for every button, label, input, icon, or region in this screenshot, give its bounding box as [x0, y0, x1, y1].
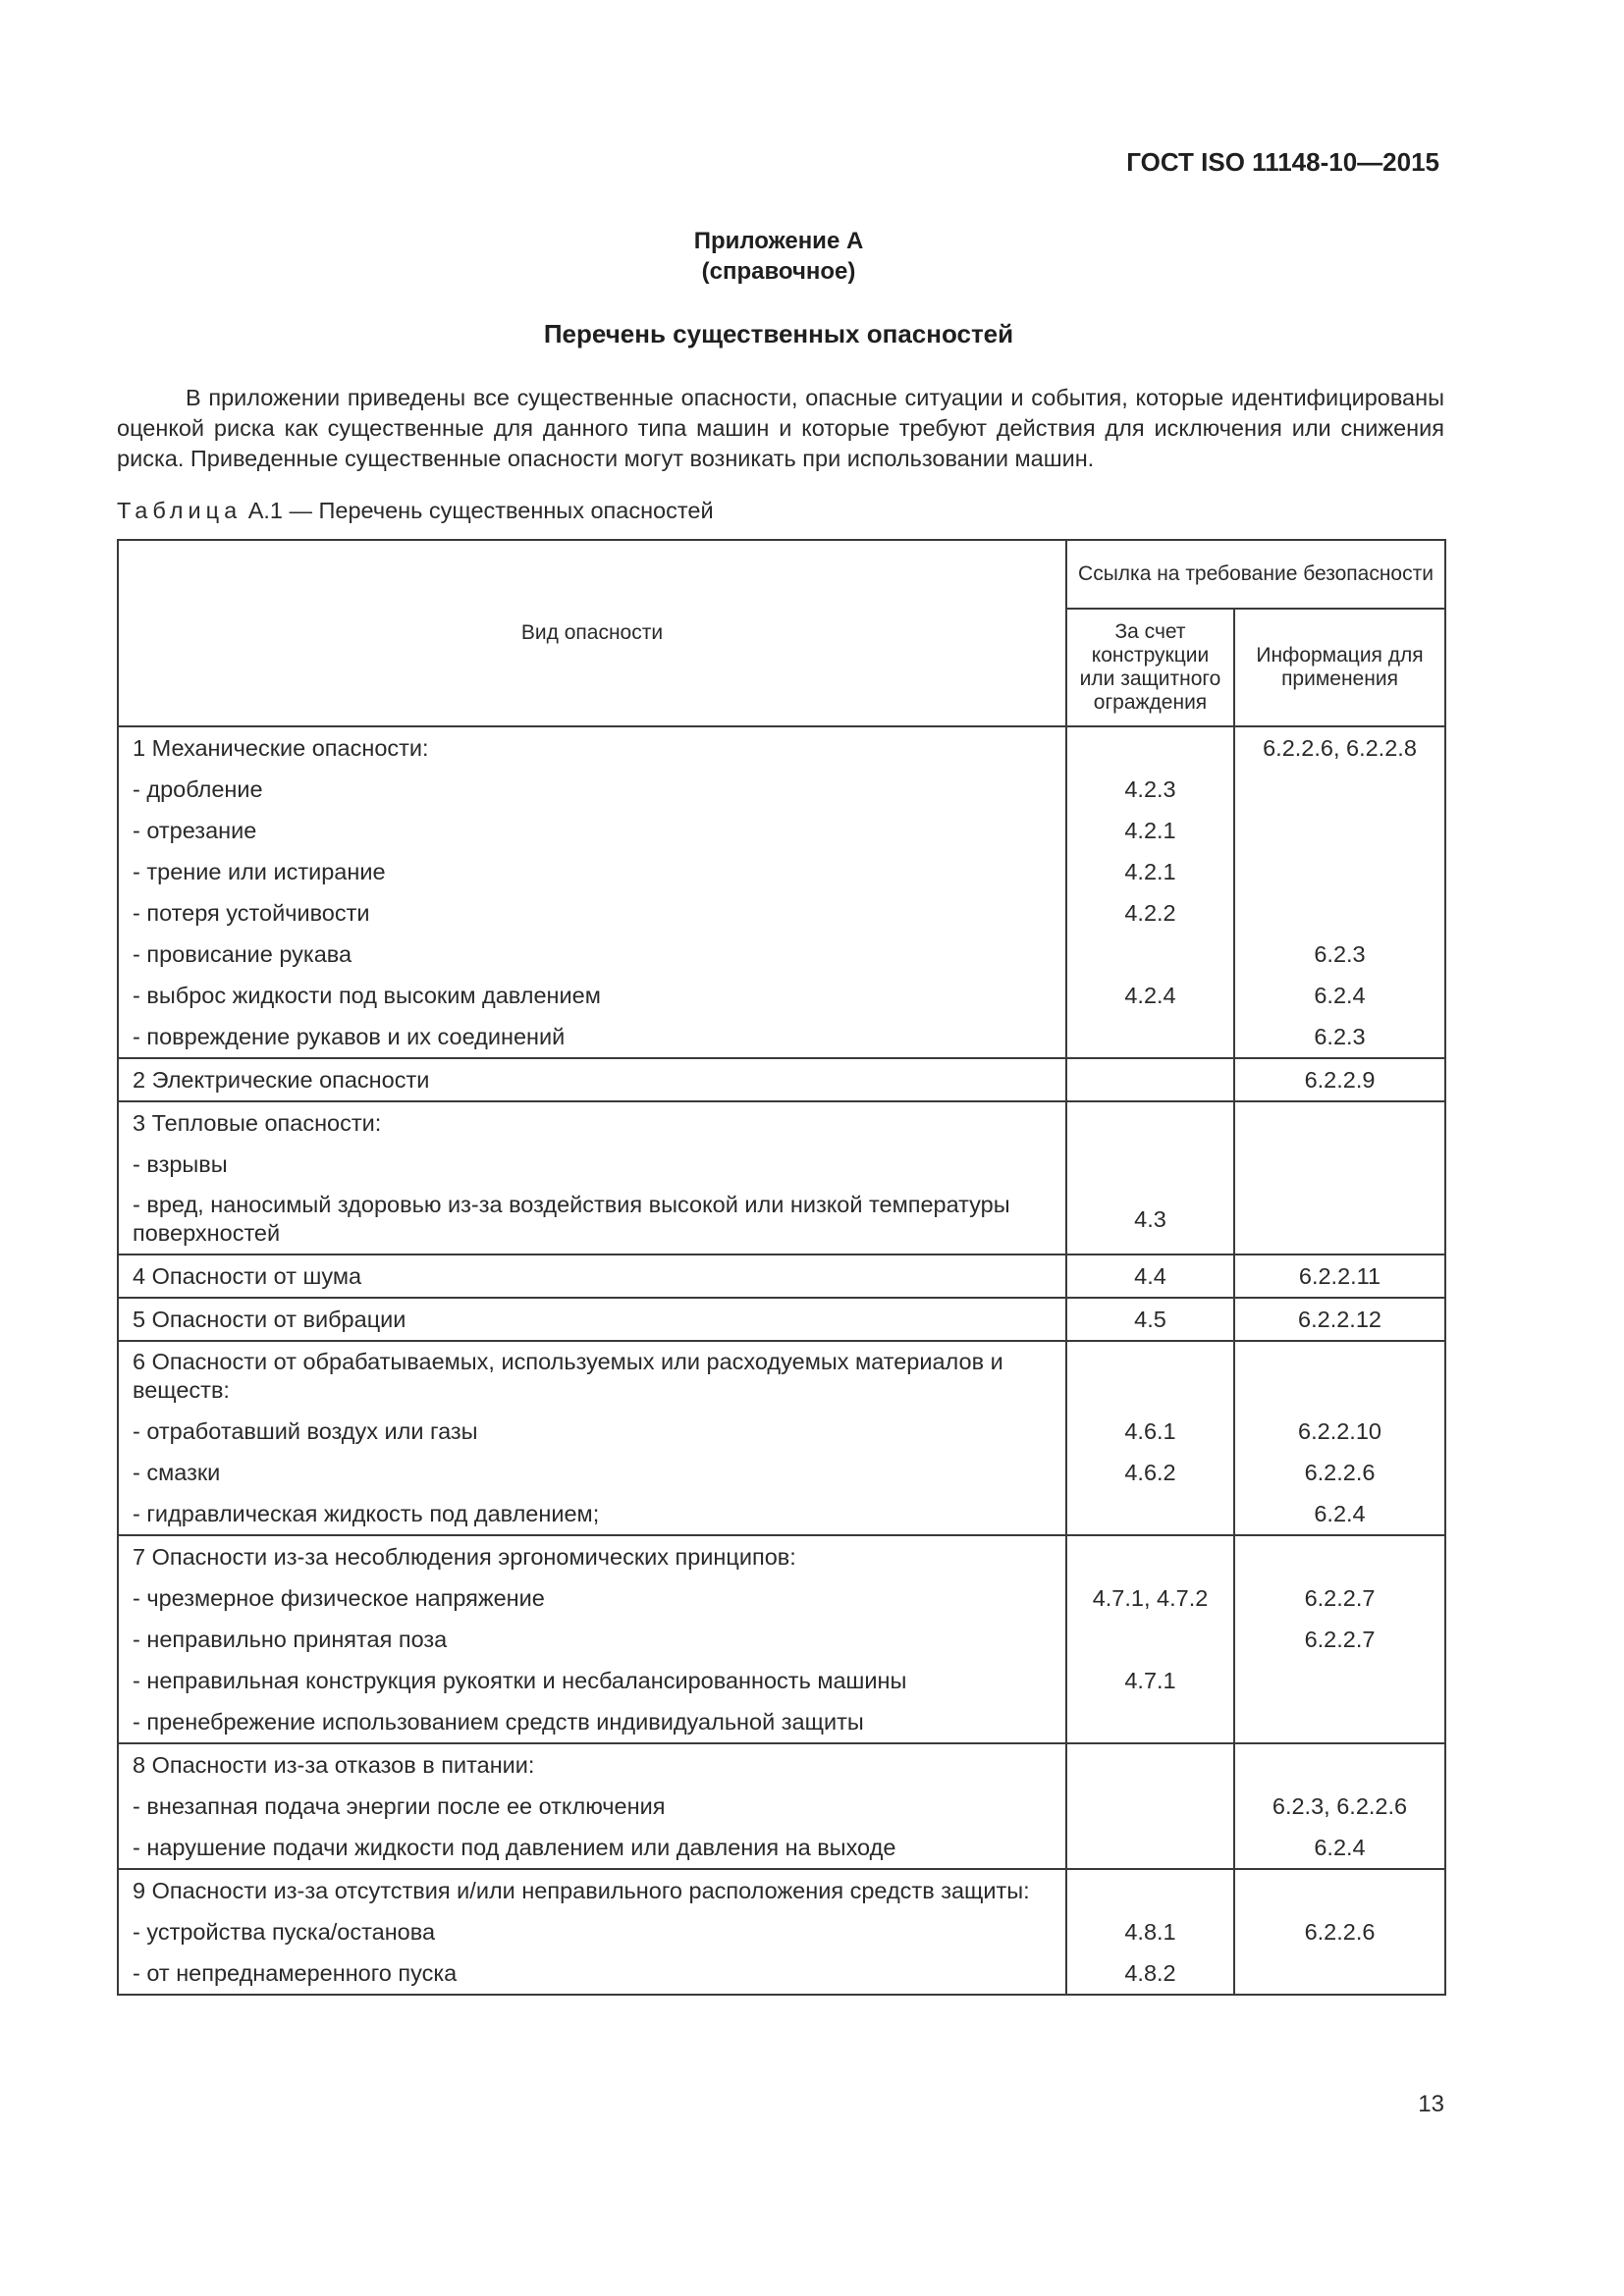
header-info-for-use: Информация для применения [1234, 609, 1445, 726]
hazard-line: 9 Опасности из-за отсутствия и/или неправильного расположения средств защиты: [133, 1878, 1030, 1903]
info-reference-cell [1234, 1101, 1445, 1255]
hazard-line: - от непреднамеренного пуска [133, 1960, 458, 1986]
intro-paragraph: В приложении приведены все существенные опасности, опасные ситуации и события, которые идентифицированы оценкой риска как существенные для данного типа машин и которые требуют действия для исключения или снижения риска. Приведенные существенные опасности могут возникать при использовании машин. [117, 385, 1444, 471]
hazard-line: 8 Опасности из-за отказов в питании: [133, 1752, 535, 1778]
reference-line: 6.2.2.12 [1298, 1307, 1381, 1332]
hazard-line: - нарушение подачи жидкости под давлением или давления на выходе [133, 1835, 896, 1860]
hazard-line: - неправильная конструкция рукоятки и несбалансированность машины [133, 1668, 907, 1693]
info-reference-cell [1234, 1255, 1445, 1298]
reference-line [1067, 727, 1233, 769]
hazard-line: 4 Опасности от шума [133, 1263, 362, 1289]
reference-line: 4.6.1 [1124, 1418, 1176, 1444]
hazard-line: 6 Опасности от обрабатываемых, используемых или расходуемых материалов и веществ: [133, 1349, 1003, 1403]
reference-line: 6.2.2.6, 6.2.2.8 [1263, 735, 1417, 761]
design-reference-cell [1066, 1058, 1234, 1101]
table-caption-text: А.1 — Перечень существенных опасностей [247, 498, 714, 523]
design-reference-cell [1066, 726, 1234, 1058]
reference-line [1067, 1786, 1233, 1827]
reference-line [1235, 1342, 1444, 1411]
reference-line [1067, 1059, 1233, 1100]
reference-line: 4.2.1 [1124, 859, 1176, 884]
hazard-group-row [118, 1298, 1445, 1341]
reference-line: 6.2.3, 6.2.2.6 [1272, 1793, 1408, 1819]
hazard-line: - устройства пуска/останова [133, 1919, 436, 1945]
header-design-measures: За счет конструкции или защитного ограждения [1066, 609, 1234, 726]
hazard-line: 7 Опасности из-за несоблюдения эргономических принципов: [133, 1544, 796, 1570]
header-safety-reference: Ссылка на требование безопасности [1066, 540, 1445, 609]
reference-line: 6.2.2.6 [1304, 1460, 1376, 1485]
table-caption-word: Таблица [117, 498, 243, 523]
reference-line: 6.2.2.9 [1304, 1067, 1376, 1093]
hazard-group-row [118, 726, 1445, 1058]
hazard-group-row [118, 1869, 1445, 1995]
design-reference-cell [1066, 1869, 1234, 1995]
reference-line: 6.2.3 [1314, 1024, 1366, 1049]
hazard-kind-cell [118, 726, 1066, 1058]
reference-line: 6.2.4 [1314, 1501, 1366, 1526]
hazard-kind-cell [118, 1058, 1066, 1101]
reference-line [1235, 1744, 1444, 1786]
reference-line [1067, 1144, 1233, 1185]
hazard-line: 2 Электрические опасности [133, 1067, 430, 1093]
info-reference-cell [1234, 1743, 1445, 1869]
hazard-line: - отработавший воздух или газы [133, 1418, 478, 1444]
info-reference-cell [1234, 1535, 1445, 1743]
hazard-kind-cell [118, 1101, 1066, 1255]
reference-line [1235, 1185, 1444, 1254]
reference-line [1067, 1701, 1233, 1742]
hazard-line: - выброс жидкости под высоким давлением [133, 983, 601, 1008]
hazard-group-row [118, 1255, 1445, 1298]
hazard-kind-cell [118, 1341, 1066, 1535]
hazard-line: - внезапная подача энергии после ее отключения [133, 1793, 666, 1819]
reference-line: 4.5 [1134, 1307, 1166, 1332]
reference-line: 4.2.2 [1124, 900, 1176, 926]
info-reference-cell [1234, 726, 1445, 1058]
reference-line [1235, 1870, 1444, 1911]
reference-line [1067, 1744, 1233, 1786]
hazard-kind-cell [118, 1869, 1066, 1995]
hazard-line: - отрезание [133, 818, 257, 843]
design-reference-cell [1066, 1535, 1234, 1743]
reference-line [1067, 1342, 1233, 1411]
reference-line [1067, 1493, 1233, 1534]
reference-line [1235, 892, 1444, 934]
reference-line [1067, 1536, 1233, 1577]
reference-line: 4.2.3 [1124, 776, 1176, 802]
hazard-line: - пренебрежение использованием средств индивидуальной защиты [133, 1709, 864, 1735]
reference-line [1235, 1144, 1444, 1185]
info-reference-cell [1234, 1058, 1445, 1101]
reference-line: 4.7.1, 4.7.2 [1092, 1585, 1209, 1611]
reference-line [1235, 1701, 1444, 1742]
design-reference-cell [1066, 1255, 1234, 1298]
reference-line: 6.2.4 [1314, 1835, 1366, 1860]
reference-line [1235, 1536, 1444, 1577]
hazard-line: 1 Механические опасности: [133, 735, 429, 761]
appendix-subtitle: (справочное) [701, 258, 856, 285]
reference-line: 4.6.2 [1124, 1460, 1176, 1485]
hazard-line: - вред, наносимый здоровью из-за воздействия высокой или низкой температуры поверхностей [133, 1192, 1010, 1246]
reference-line: 4.8.1 [1124, 1919, 1176, 1945]
hazard-line: - смазки [133, 1460, 221, 1485]
hazard-kind-cell [118, 1743, 1066, 1869]
design-reference-cell [1066, 1101, 1234, 1255]
reference-line [1235, 851, 1444, 892]
header-hazard-kind: Вид опасности [118, 540, 1066, 726]
hazard-line: - провисание рукава [133, 941, 352, 967]
table-header [118, 540, 1445, 726]
reference-line [1235, 1952, 1444, 1994]
reference-line: 6.2.2.7 [1304, 1585, 1376, 1611]
reference-line: 4.8.2 [1124, 1960, 1176, 1986]
reference-line: 4.2.4 [1124, 983, 1176, 1008]
table-body [118, 726, 1445, 1995]
reference-line: 6.2.4 [1314, 983, 1366, 1008]
reference-line [1235, 1660, 1444, 1701]
design-reference-cell [1066, 1341, 1234, 1535]
section-heading: Перечень существенных опасностей [543, 319, 1014, 348]
reference-line [1235, 1102, 1444, 1144]
hazard-line: - повреждение рукавов и их соединений [133, 1024, 566, 1049]
hazard-line: - трение или истирание [133, 859, 386, 884]
hazard-line: 3 Тепловые опасности: [133, 1110, 382, 1136]
table-caption [117, 498, 714, 524]
hazard-line: - неправильно принятая поза [133, 1627, 448, 1652]
reference-line: 6.2.2.7 [1304, 1627, 1376, 1652]
reference-line: 6.2.2.11 [1298, 1263, 1381, 1289]
appendix-heading [0, 226, 1557, 287]
hazard-line: 5 Опасности от вибрации [133, 1307, 406, 1332]
hazard-group-row [118, 1101, 1445, 1255]
hazard-line: - чрезмерное физическое напряжение [133, 1585, 545, 1611]
hazard-group-row [118, 1341, 1445, 1535]
reference-line [1067, 934, 1233, 975]
hazard-line: - взрывы [133, 1151, 228, 1177]
info-reference-cell [1234, 1341, 1445, 1535]
design-reference-cell [1066, 1298, 1234, 1341]
reference-line: 4.4 [1134, 1263, 1166, 1289]
info-reference-cell [1234, 1869, 1445, 1995]
hazard-line: - дробление [133, 776, 263, 802]
hazard-kind-cell [118, 1298, 1066, 1341]
reference-line: 4.3 [1134, 1206, 1166, 1232]
hazard-group-row [118, 1743, 1445, 1869]
reference-line: 6.2.3 [1314, 941, 1366, 967]
reference-line [1067, 1870, 1233, 1911]
info-reference-cell [1234, 1298, 1445, 1341]
hazard-group-row [118, 1058, 1445, 1101]
hazard-line: - гидравлическая жидкость под давлением; [133, 1501, 600, 1526]
reference-line: 6.2.2.6 [1304, 1919, 1376, 1945]
design-reference-cell [1066, 1743, 1234, 1869]
page-number: 13 [1418, 2091, 1444, 2117]
reference-line [1067, 1016, 1233, 1057]
document-code: ГОСТ ISO 11148-10—2015 [1126, 147, 1439, 177]
reference-line [1235, 810, 1444, 851]
reference-line [1067, 1619, 1233, 1660]
hazards-table [117, 539, 1446, 1996]
reference-line: 6.2.2.10 [1298, 1418, 1381, 1444]
hazard-kind-cell [118, 1535, 1066, 1743]
reference-line: 4.7.1 [1124, 1668, 1176, 1693]
reference-line [1067, 1102, 1233, 1144]
hazard-line: - потеря устойчивости [133, 900, 370, 926]
hazard-group-row [118, 1535, 1445, 1743]
reference-line [1235, 769, 1444, 810]
hazard-kind-cell [118, 1255, 1066, 1298]
reference-line: 4.2.1 [1124, 818, 1176, 843]
appendix-title: Приложение А [693, 228, 864, 254]
reference-line [1067, 1827, 1233, 1868]
